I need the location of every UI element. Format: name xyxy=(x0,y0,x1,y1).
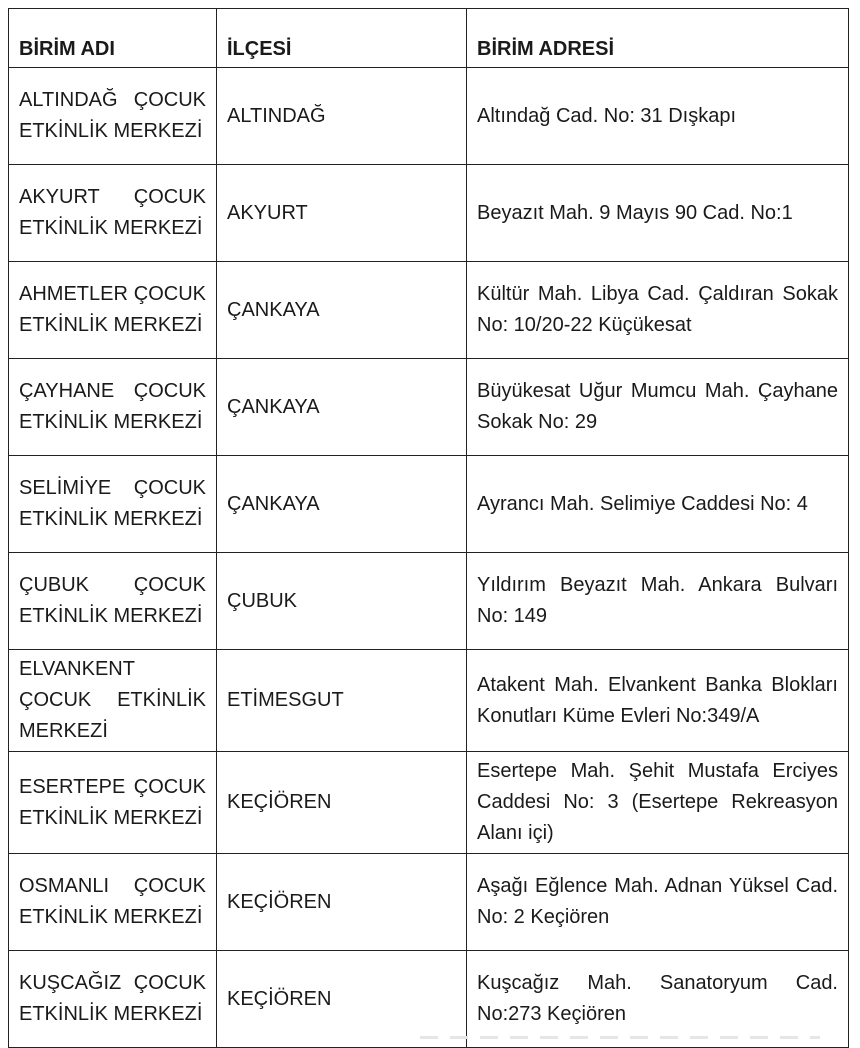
district-cell: AKYURT xyxy=(217,165,467,262)
faint-footer-line xyxy=(420,1036,820,1039)
table-row xyxy=(9,553,849,650)
table-row xyxy=(9,68,849,165)
district-cell: ETİMESGUT xyxy=(217,650,467,752)
address-cell: Altındağ Cad. No: 31 Dışkapı xyxy=(467,68,849,165)
address-cell: Kültür Mah. Libya Cad. Çaldıran Sokak No: 10/20-22 Küçükesat xyxy=(467,262,849,359)
address-cell: Kuşcağız Mah. Sanatoryum Cad. No:273 Keçiören xyxy=(467,951,849,1048)
unit-name-cell: AKYURT ÇOCUK ETKİNLİK MERKEZİ xyxy=(9,165,217,262)
district-cell: KEÇİÖREN xyxy=(217,854,467,951)
unit-name-cell: ELVANKENT ÇOCUK ETKİNLİK MERKEZİ xyxy=(9,650,217,752)
district-cell: KEÇİÖREN xyxy=(217,951,467,1048)
header-unit-name: BİRİM ADI xyxy=(9,9,217,68)
address-cell: Büyükesat Uğur Mumcu Mah. Çayhane Sokak No: 29 xyxy=(467,359,849,456)
header-district: İLÇESİ xyxy=(217,9,467,68)
district-cell: ÇANKAYA xyxy=(217,359,467,456)
table-row xyxy=(9,650,849,752)
address-cell: Aşağı Eğlence Mah. Adnan Yüksel Cad. No: 2 Keçiören xyxy=(467,854,849,951)
district-cell: ALTINDAĞ xyxy=(217,68,467,165)
address-cell: Yıldırım Beyazıt Mah. Ankara Bulvarı No: 149 xyxy=(467,553,849,650)
table-row xyxy=(9,262,849,359)
table-row xyxy=(9,165,849,262)
district-cell: ÇUBUK xyxy=(217,553,467,650)
district-cell: KEÇİÖREN xyxy=(217,752,467,854)
table-header-row xyxy=(9,9,849,68)
district-cell: ÇANKAYA xyxy=(217,456,467,553)
units-table xyxy=(8,8,849,1048)
address-cell: Beyazıt Mah. 9 Mayıs 90 Cad. No:1 xyxy=(467,165,849,262)
unit-name-cell: ESERTEPE ÇOCUK ETKİNLİK MERKEZİ xyxy=(9,752,217,854)
unit-name-cell: OSMANLI ÇOCUK ETKİNLİK MERKEZİ xyxy=(9,854,217,951)
address-cell: Esertepe Mah. Şehit Mustafa Erciyes Caddesi No: 3 (Esertepe Rekreasyon Alanı içi) xyxy=(467,752,849,854)
table-row xyxy=(9,456,849,553)
table-row xyxy=(9,951,849,1048)
address-cell: Ayrancı Mah. Selimiye Caddesi No: 4 xyxy=(467,456,849,553)
unit-name-cell: KUŞCAĞIZ ÇOCUK ETKİNLİK MERKEZİ xyxy=(9,951,217,1048)
unit-name-cell: ÇUBUK ÇOCUK ETKİNLİK MERKEZİ xyxy=(9,553,217,650)
table-row xyxy=(9,752,849,854)
unit-name-cell: AHMETLER ÇOCUK ETKİNLİK MERKEZİ xyxy=(9,262,217,359)
header-unit-address: BİRİM ADRESİ xyxy=(467,9,849,68)
address-cell: Atakent Mah. Elvankent Banka Blokları Konutları Küme Evleri No:349/A xyxy=(467,650,849,752)
district-cell: ÇANKAYA xyxy=(217,262,467,359)
unit-name-cell: SELİMİYE ÇOCUK ETKİNLİK MERKEZİ xyxy=(9,456,217,553)
table-row xyxy=(9,359,849,456)
unit-name-cell: ÇAYHANE ÇOCUK ETKİNLİK MERKEZİ xyxy=(9,359,217,456)
table-row xyxy=(9,854,849,951)
unit-name-cell: ALTINDAĞ ÇOCUK ETKİNLİK MERKEZİ xyxy=(9,68,217,165)
